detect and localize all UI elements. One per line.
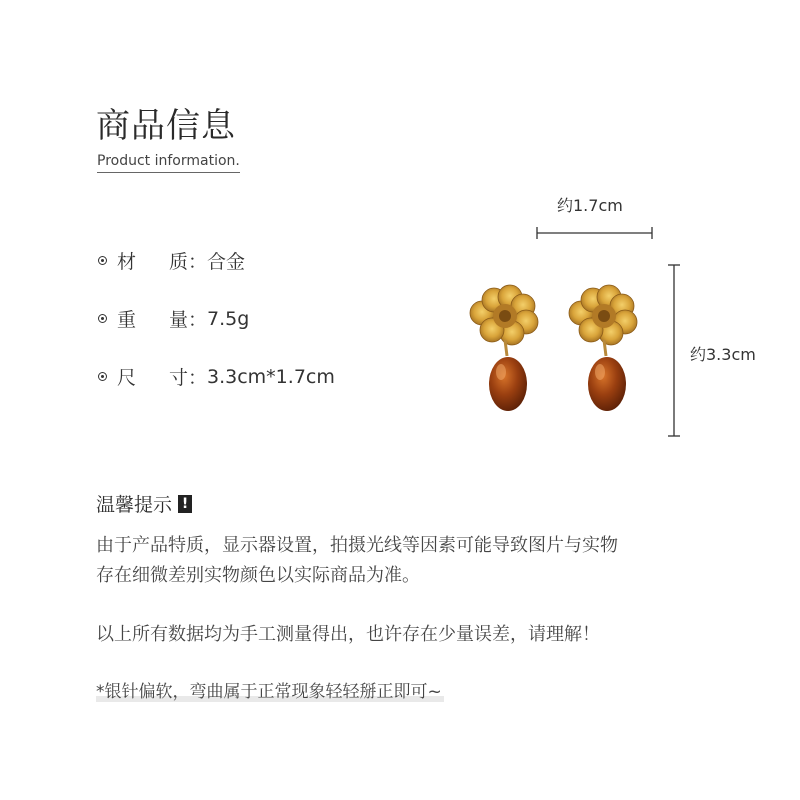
spec-key-first: 尺 — [117, 367, 137, 389]
tips-heading — [96, 490, 192, 517]
width-label: 约1.7cm — [557, 196, 623, 215]
earring-right — [569, 285, 637, 411]
spec-key-second: 寸： — [169, 367, 208, 389]
earring-left — [470, 285, 538, 411]
page-subtitle: Product information. — [97, 153, 240, 173]
spec-key-second: 质： — [169, 251, 208, 273]
spec-value: 3.3cm*1.7cm — [207, 365, 335, 388]
tips-note: *银针偏软，弯曲属于正常现象轻轻掰正即可~ — [96, 682, 442, 702]
spec-value: 合金 — [207, 251, 246, 273]
spec-value: 7.5g — [207, 307, 250, 330]
height-label: 约3.3cm — [690, 345, 756, 364]
spec-key-first: 材 — [117, 251, 137, 273]
tips-line-1: 由于产品特质，显示器设置，拍摄光线等因素可能导致图片与实物 — [96, 535, 618, 556]
tips-heading-text: 温馨提示 — [96, 494, 173, 516]
width-dimension-line — [537, 227, 652, 239]
exclamation-icon: ! — [178, 495, 192, 513]
page-title: 商品信息 — [96, 106, 236, 146]
tips-line-3: 以上所有数据均为手工测量得出，也许存在少量误差，请理解！ — [96, 624, 600, 645]
height-dimension-line — [668, 265, 680, 436]
spec-key-first: 重 — [117, 309, 137, 331]
spec-key-second: 量： — [169, 309, 208, 331]
tips-line-2: 存在细微差别实物颜色以实际商品为准。 — [96, 565, 420, 586]
